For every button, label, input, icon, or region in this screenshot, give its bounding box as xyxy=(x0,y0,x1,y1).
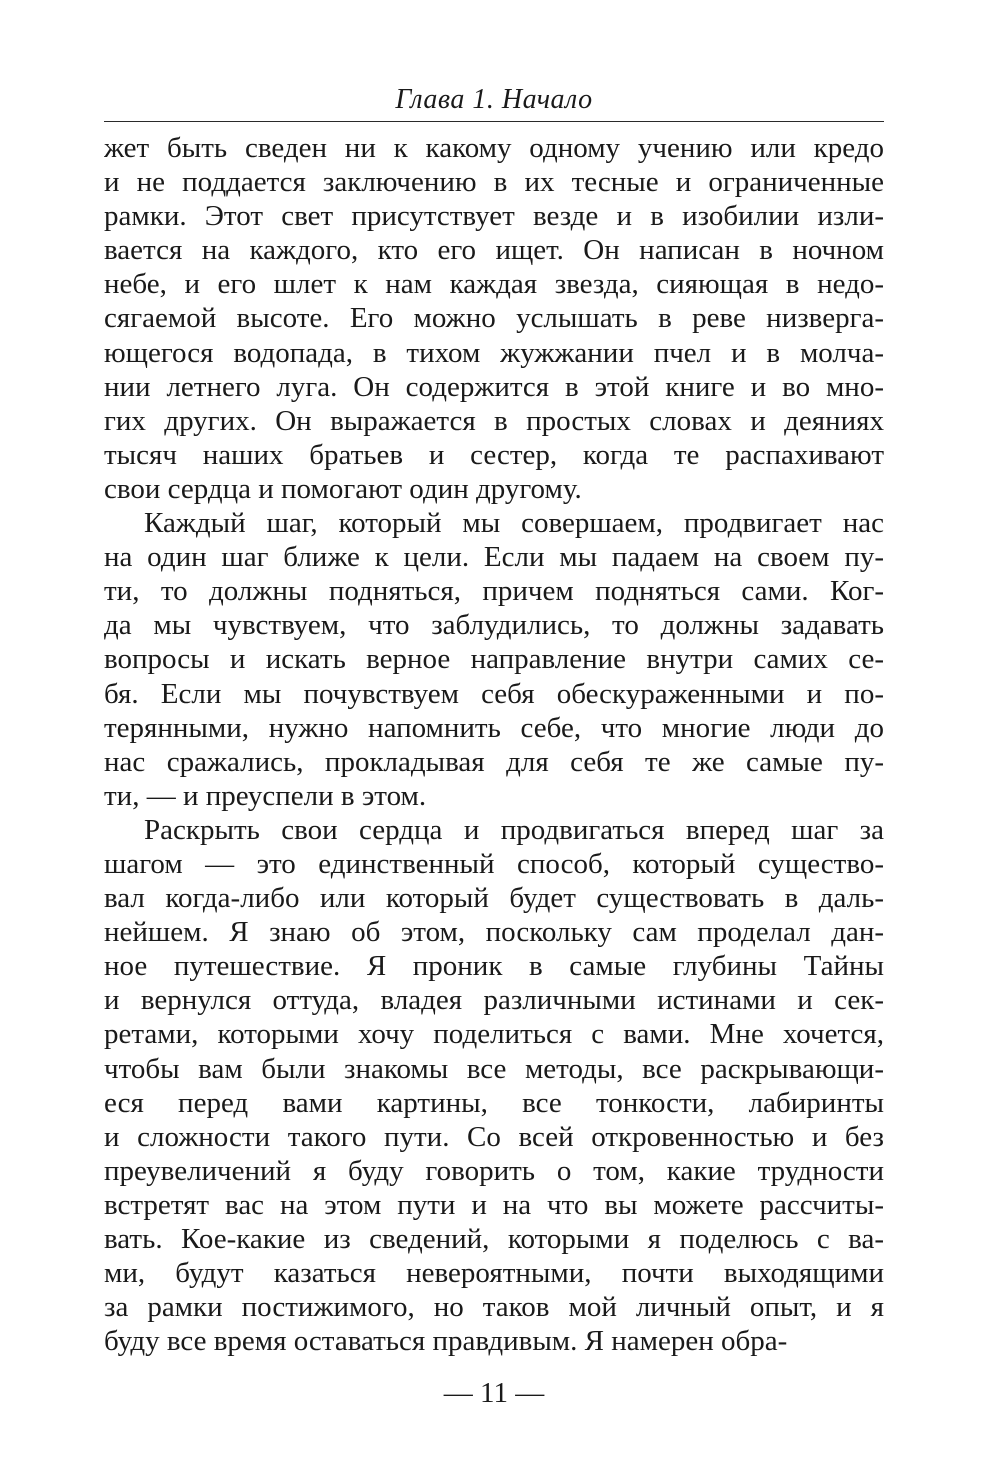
text-line: да мы чувствуем, что заблудились, то должны задавать xyxy=(104,609,884,642)
text-line: тысяч наших братьев и сестер, когда те распахивают xyxy=(104,438,884,471)
text-line: свои сердца и помогают один другому. xyxy=(104,472,582,505)
paragraph xyxy=(104,813,884,1359)
text-line: гих других. Он выражается в простых словах и деяниях xyxy=(104,404,884,437)
text-line: на один шаг ближе к цели. Если мы падаем на своем пу- xyxy=(104,541,884,574)
text-line: преувеличений я буду говорить о том, какие трудности xyxy=(104,1154,884,1187)
page-number: — 11 — xyxy=(443,1377,545,1409)
paragraph xyxy=(104,506,884,813)
text-line: терянными, нужно напомнить себе, что многие люди до xyxy=(104,711,884,744)
text-line: вал когда-либо или который будет существовать в даль- xyxy=(104,882,884,915)
text-line: за рамки постижимого, но таков мой личный опыт, и я xyxy=(104,1291,884,1324)
text-line: и не поддается заключению в их тесные и ограниченные xyxy=(104,166,884,199)
text-line: шагом — это единственный способ, который существо- xyxy=(104,847,884,880)
text-line: вается на каждого, кто его ищет. Он написан в ночном xyxy=(104,234,884,267)
text-line: жет быть сведен ни к какому одному учению или кредо xyxy=(104,132,884,164)
text-line: рамки. Этот свет присутствует везде и в изобилии изли- xyxy=(104,200,884,233)
text-line: и вернулся оттуда, владея различными истинами и сек- xyxy=(104,984,884,1017)
text-line: ти, — и преуспели в этом. xyxy=(104,779,427,812)
body-text xyxy=(104,131,884,1358)
text-line: ное путешествие. Я проник в самые глубины Тайны xyxy=(104,950,884,983)
text-line: сягаемой высоте. Его можно услышать в реве низверга- xyxy=(104,302,884,335)
running-head: Глава 1. Начало xyxy=(395,84,593,115)
text-line: нас сражались, прокладывая для себя те же самые пу- xyxy=(104,745,884,778)
text-line: нейшем. Я знаю об этом, поскольку сам проделал дан- xyxy=(104,916,884,949)
text-line: еся перед вами картины, все тонкости, лабиринты xyxy=(104,1086,884,1119)
text-line: ретами, которыми хочу поделиться с вами. Мне хочется, xyxy=(104,1018,884,1051)
paragraph xyxy=(104,131,884,506)
text-line: вать. Кое-какие из сведений, которыми я поделюсь с ва- xyxy=(104,1223,884,1255)
text-line: ющегося водопада, в тихом жужжании пчел и в молча- xyxy=(104,336,884,369)
text-line: ми, будут казаться невероятными, почти выходящими xyxy=(104,1257,884,1290)
text-line: встретят вас на этом пути и на что вы можете рассчиты- xyxy=(104,1188,884,1221)
text-line: ти, то должны подняться, причем подняться сами. Ког- xyxy=(104,575,884,608)
text-line: Раскрыть свои сердца и продвигаться вперед шаг за xyxy=(144,813,884,846)
text-line: бя. Если мы почувствуем себя обескураженными и по- xyxy=(104,677,884,710)
text-line: небе, и его шлет к нам каждая звезда, сияющая в недо- xyxy=(104,268,884,301)
text-line: вопросы и искать верное направление внутри самих се- xyxy=(104,643,884,676)
text-line: и сложности такого пути. Со всей откровенностью и без xyxy=(104,1120,884,1153)
text-line: буду все время оставаться правдивым. Я намерен обра- xyxy=(104,1325,788,1358)
text-line: чтобы вам были знакомы все методы, все раскрывающи- xyxy=(104,1052,884,1085)
text-line: нии летнего луга. Он содержится в этой книге и во мно- xyxy=(104,370,884,403)
header-divider xyxy=(104,121,884,122)
text-line: Каждый шаг, который мы совершаем, продвигает нас xyxy=(144,507,884,540)
